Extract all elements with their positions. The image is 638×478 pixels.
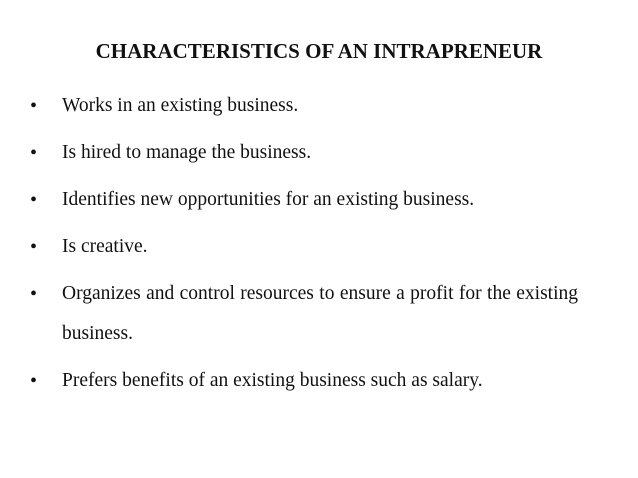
bullet-text: Organizes and control resources to ensure a profit for the existing business. <box>62 283 578 344</box>
bullet-text: Works in an existing business. <box>62 95 299 116</box>
bullet-marker: • <box>30 189 38 211</box>
bullet-item <box>30 86 578 126</box>
bullet-marker: • <box>30 370 38 392</box>
bullet-marker: • <box>30 283 38 305</box>
bullet-item <box>30 361 578 401</box>
bullet-text: Is creative. <box>62 236 148 257</box>
bullet-text: Is hired to manage the business. <box>62 142 312 163</box>
bullet-item <box>30 133 578 173</box>
bullet-item <box>30 180 578 220</box>
bullet-item <box>30 274 578 354</box>
bullet-list <box>30 86 578 408</box>
bullet-marker: • <box>30 95 38 117</box>
bullet-marker: • <box>30 142 38 164</box>
bullet-item <box>30 227 578 267</box>
bullet-text: Prefers benefits of an existing business such as salary. <box>62 370 483 391</box>
bullet-marker: • <box>30 236 38 258</box>
bullet-text: Identifies new opportunities for an existing business. <box>62 189 475 210</box>
slide-title: CHARACTERISTICS OF AN INTRAPRENEUR <box>95 39 543 63</box>
